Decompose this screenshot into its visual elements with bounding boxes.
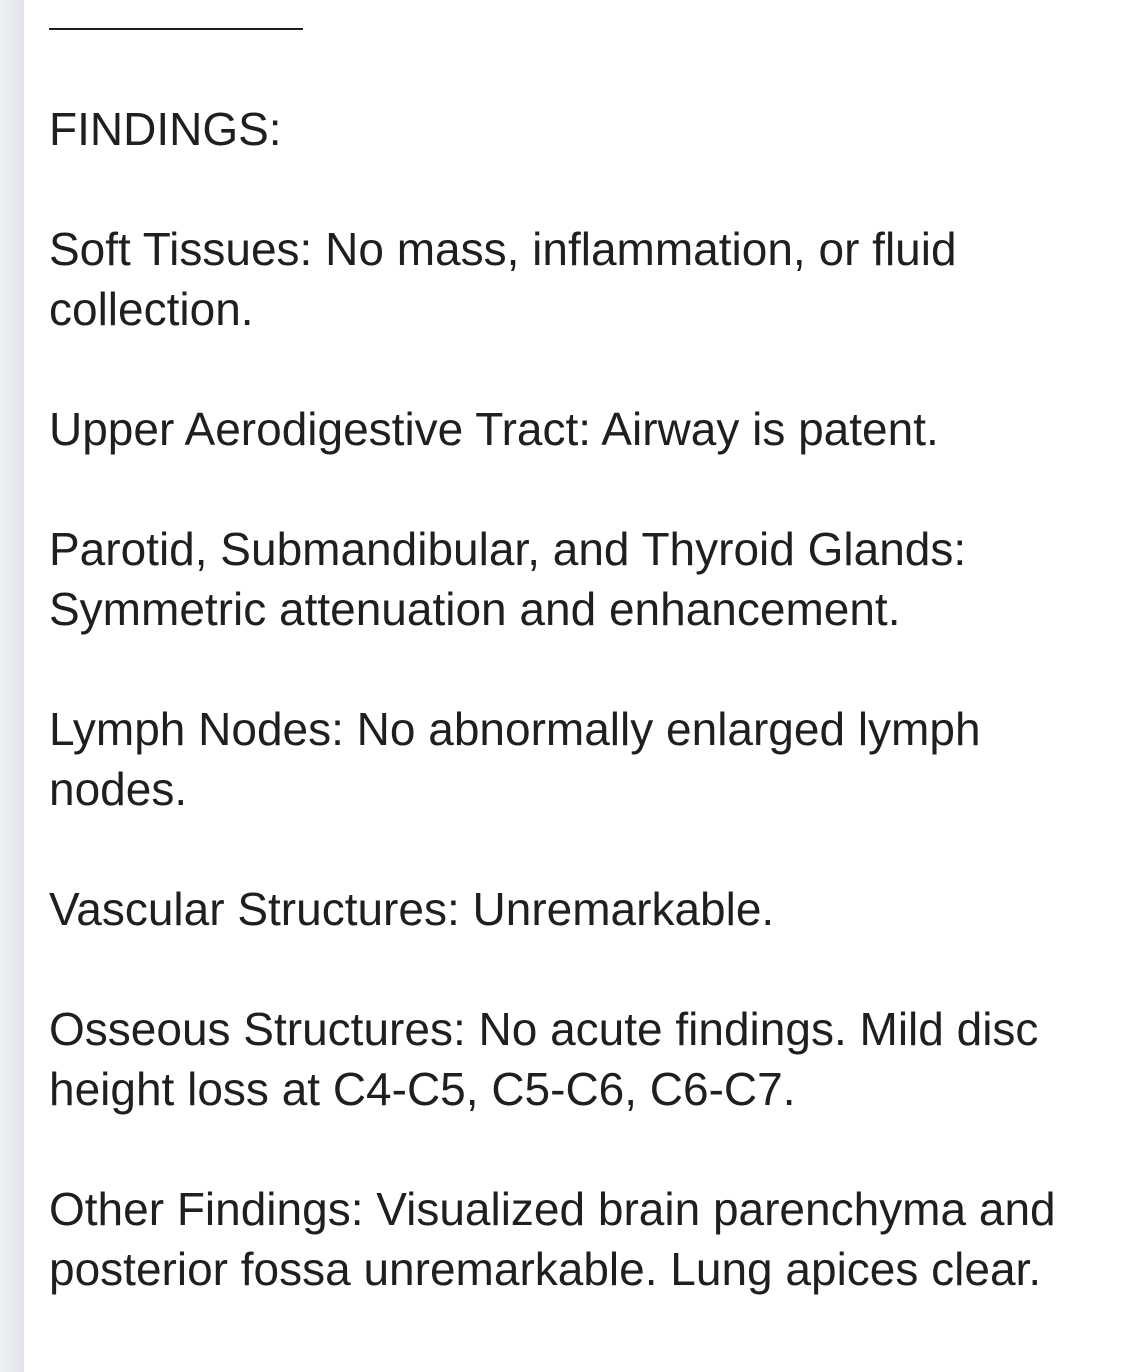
finding-lymph-nodes: Lymph Nodes: No abnormally enlarged lymph nodes. (49, 703, 981, 815)
finding-soft-tissues: Soft Tissues: No mass, inflammation, or fluid collection. (49, 223, 957, 335)
finding-vascular-structures: Vascular Structures: Unremarkable. (49, 883, 775, 935)
finding-upper-aerodigestive-tract: Upper Aerodigestive Tract: Airway is patent. (49, 403, 939, 455)
findings-heading: FINDINGS: (49, 103, 282, 155)
finding-osseous-structures: Osseous Structures: No acute findings. Mild disc height loss at C4-C5, C5-C6, C6-C7. (49, 1003, 1039, 1115)
finding-other: Other Findings: Visualized brain parenchyma and posterior fossa unremarkable. Lung apices clear. (49, 1183, 1056, 1295)
section-separator (49, 28, 303, 30)
left-edge-shadow (0, 0, 24, 1372)
finding-glands: Parotid, Submandibular, and Thyroid Glands: Symmetric attenuation and enhancement. (49, 523, 967, 635)
